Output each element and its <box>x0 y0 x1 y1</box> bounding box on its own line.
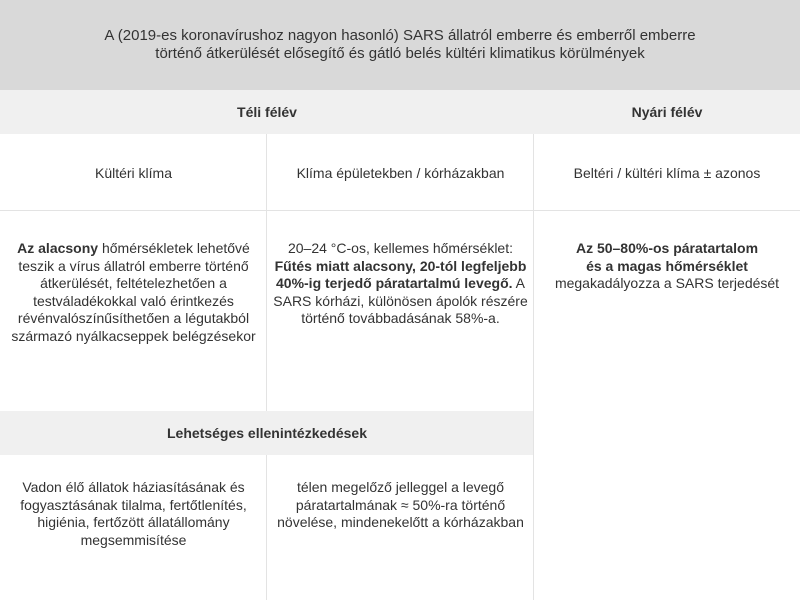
summer-heading: Nyári félév <box>534 90 800 134</box>
summer-text <box>534 240 800 293</box>
summer-label: Beltéri / kültéri klíma ± azonos <box>573 164 761 181</box>
measures-outdoor-text: Vadon élő állatok háziasításának és fogyasztásának tilalma, fertőtlenítés, higiénia, fertőzött állatállomány megsemmisítése <box>20 479 247 548</box>
measures-indoor-text: télen megelőző jelleggel a levegő páratartalmának ≈ 50%-ra történő növelése, mindenekelőtt a kórházakban <box>277 479 524 530</box>
title-line-1: A (2019-es koronavírushoz nagyon hasonló) SARS állatról emberre és emberről emberre <box>104 27 696 44</box>
winter-indoor-text <box>267 240 534 328</box>
winter-indoor-label: Klíma épületekben / kórházakban <box>296 164 505 181</box>
winter-indoor-pre: 20–24 °C-os, kellemes hőmérséklet: <box>287 240 514 256</box>
measures-heading: Lehetséges ellenintézkedések <box>0 411 534 455</box>
summer-bold-2: és a magas hőmérséklet <box>586 257 748 274</box>
winter-indoor-rest: A SARS kórházi, különösen ápolók részére történő továbbadásának 58%-a. <box>273 275 528 326</box>
column-divider-1-lower <box>266 455 267 600</box>
table-title <box>0 0 800 90</box>
column-divider-1 <box>266 134 267 411</box>
winter-outdoor-bold: Az alacsony <box>17 240 99 256</box>
winter-heading: Téli félév <box>0 90 534 134</box>
title-line-2: történő átkerülését elősegítő és gátló belés kültéri klimatikus körülmények <box>155 45 645 62</box>
row-divider <box>0 210 800 211</box>
summer-rest: megakadályozza a SARS terjedését <box>554 275 780 291</box>
winter-indoor-bold: Fűtés miatt alacsony, 20-tól legfeljebb 40%-ig terjedő páratartalmú levegő. <box>274 257 527 291</box>
summer-bold-1: Az 50–80%-os páratartalom <box>575 240 759 256</box>
winter-outdoor-text <box>0 240 267 345</box>
column-divider-2 <box>533 134 534 600</box>
winter-outdoor-label: Kültéri klíma <box>94 164 173 181</box>
winter-outdoor-rest: hőmérsékletek lehetővé teszik a vírus állatról emberre történő átkerülését, feltételezhetően a testváladékokkal való érintkezés révénvalószínűsíthetően a légutakból származó nyálkacseppek belégzésekor <box>11 240 256 344</box>
